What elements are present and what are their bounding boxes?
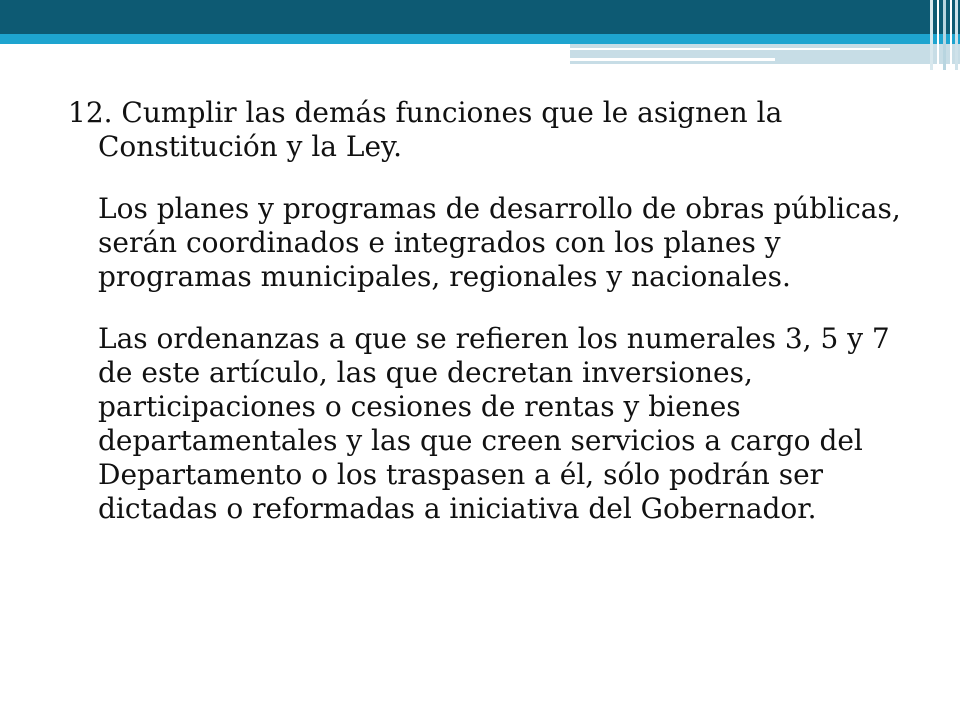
header-accent-stripe	[0, 34, 960, 44]
decorative-vertical-line	[930, 0, 933, 70]
slide-body	[60, 96, 930, 554]
numbered-item-12: 12. Cumplir las demás funciones que le asignen la Constitución y la Ley.	[68, 96, 783, 163]
decorative-vertical-line	[950, 0, 952, 70]
decorative-vertical-line	[937, 0, 939, 70]
body-paragraph-planes: Los planes y programas de desarrollo de obras públicas, serán coordinados e integrados con los planes y programas municipales, regionales y nacionales.	[98, 192, 901, 293]
body-paragraph-ordenanzas: Las ordenanzas a que se refieren los numerales 3, 5 y 7 de este artículo, las que decretan inversiones, participaciones o cesiones de rentas y bienes departamentales y las que creen servicios a cargo del Departamento o los traspasen a él, sólo podrán ser dictadas o reformadas a iniciativa del Gobernador.	[98, 322, 890, 525]
header-divider-line	[570, 48, 890, 50]
header-divider	[0, 44, 570, 48]
decorative-vertical-line	[955, 0, 958, 70]
decorative-vertical-line	[943, 0, 946, 70]
header-band	[0, 0, 960, 34]
header-divider-line	[570, 58, 775, 61]
header-light-stripe	[570, 44, 960, 64]
